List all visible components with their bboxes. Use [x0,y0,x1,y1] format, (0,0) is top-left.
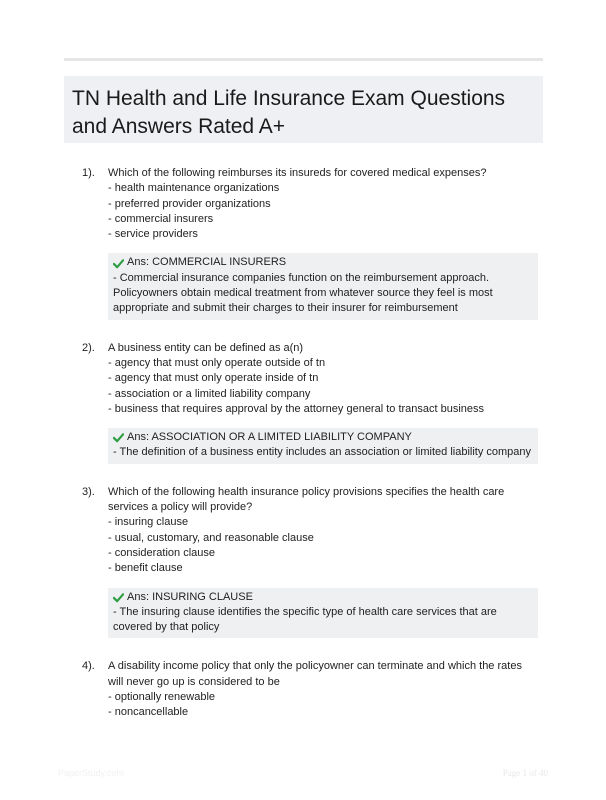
option: - preferred provider organizations [108,197,271,210]
question-1 [78,166,538,320]
question-2 [78,341,538,464]
top-divider [64,58,543,61]
answer-label: Ans: COMMERCIAL INSURERS [127,256,287,269]
option: - health maintenance organizations [108,182,280,195]
option: - benefit clause [108,562,183,575]
option: - noncancellable [108,706,189,719]
question-text: A disability income policy that only the policyowner can terminate and which the rates will never go up is considered to be [108,660,522,688]
question-text: Which of the following reimburses its insureds for covered medical expenses? [108,167,487,179]
option: - optionally renewable [108,691,216,704]
option: - agency that must only operate inside of tn [108,372,319,385]
question-list [78,166,538,721]
question-number: 4). [82,660,95,673]
answer-box [108,588,538,639]
option: - usual, customary, and reasonable clause [108,531,314,544]
page-title: TN Health and Life Insurance Exam Questions and Answers Rated A+ [72,87,506,138]
question-number: 2). [82,341,95,354]
question-3 [78,485,538,639]
question-text: A business entity can be defined as a(n) [108,341,304,354]
answer-explanation: - The insuring clause identifies the specific type of health care services that are covered by that policy [113,605,497,634]
check-icon [113,432,124,443]
answer-box [108,253,538,319]
option: - service providers [108,228,198,241]
option: - commercial insurers [108,212,214,225]
answer-label: Ans: ASSOCIATION OR A LIMITED LIABILITY COMPANY [127,431,412,444]
answer-box [108,428,538,464]
option: - association or a limited liability company [108,387,311,400]
question-4 [78,659,538,720]
footer-site: PaperStudy.com [58,768,124,778]
option: - agency that must only operate outside of tn [108,356,326,369]
question-number: 1). [82,167,95,179]
check-icon [113,258,124,269]
answer-explanation: - Commercial insurance companies function on the reimbursement approach. Policyowners obtain medical treatment from whatever source they feel is most appropriate and submit their charges to their insurer for reimbursement [113,271,493,315]
check-icon [113,592,124,603]
option: - business that requires approval by the attorney general to transact business [108,402,485,415]
question-text: Which of the following health insurance policy provisions specifies the health care services a policy will provide? [108,485,505,514]
answer-label: Ans: INSURING CLAUSE [127,590,253,603]
question-number: 3). [82,485,95,498]
answer-explanation: - The definition of a business entity includes an association or limited liability company [113,446,532,459]
option: - consideration clause [108,546,216,559]
title-block [64,76,543,143]
option: - insuring clause [108,516,189,529]
page-number: Page 1 of 40 [502,768,548,778]
